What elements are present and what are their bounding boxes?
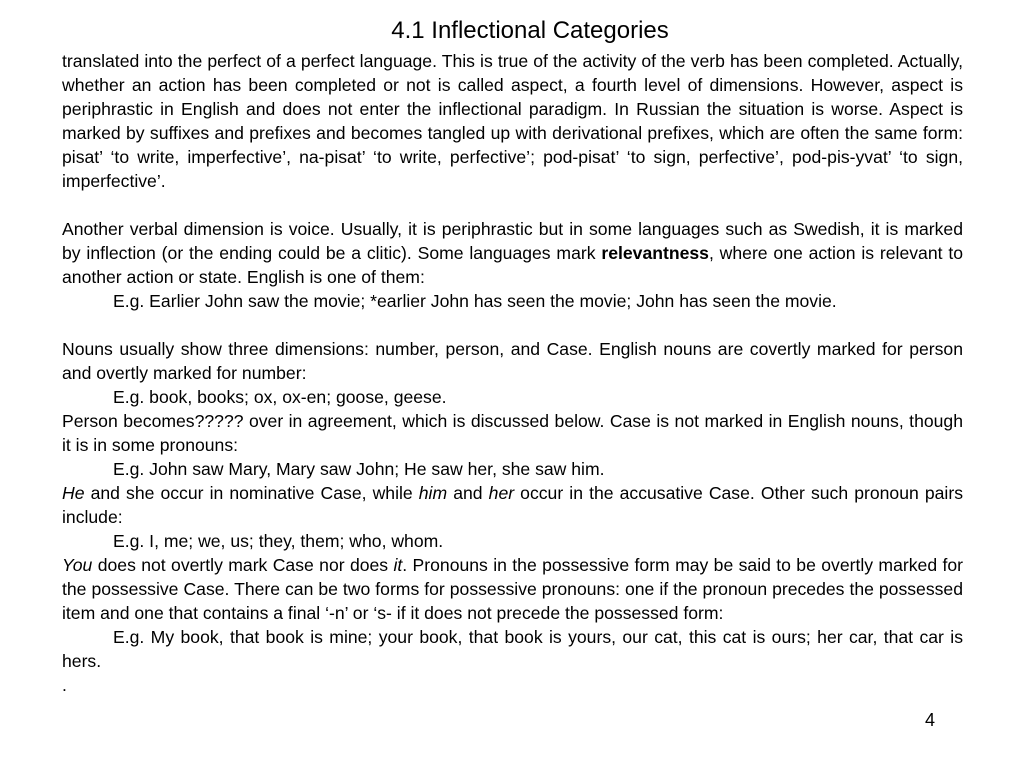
example-pronoun-pairs: E.g. I, me; we, us; they, them; who, whom. xyxy=(113,531,444,551)
paragraph-aspect: translated into the perfect of a perfect language. This is true of the activity of the verb has been completed. Actually, whether an action has been completed or not is called aspect, a fourth level of dimensions. However, aspect is periphrastic in English and does not enter the inflectional paradigm. In Russian the situation is worse. Aspect is marked by suffixes and prefixes and becomes tangled up with derivational prefixes, which are often the same form: pisat’ ‘to write, imperfective’, na-pisat’ ‘to write, perfective’; pod-pisat’ ‘to sign, perfective’, pod-pis-yvat’ ‘to sign, imperfective’. xyxy=(62,51,963,191)
text-segment: and xyxy=(447,483,489,503)
example-relevantness: E.g. Earlier John saw the movie; *earlier John has seen the movie; John has seen the movie. xyxy=(113,291,837,311)
slide-body xyxy=(62,49,963,697)
paragraph-person-case: Person becomes????? over in agreement, which is discussed below. Case is not marked in English nouns, though it is in some pronouns: xyxy=(62,411,963,455)
slide-title: 4.1 Inflectional Categories xyxy=(391,17,669,44)
paragraph-voice xyxy=(62,217,963,289)
text-segment: does not overtly mark Case nor does xyxy=(92,555,394,575)
paragraph-spacer xyxy=(62,313,963,337)
paragraph-nominative-accusative xyxy=(62,481,963,529)
term-relevantness: relevantness xyxy=(601,243,709,263)
example-case: E.g. John saw Mary, Mary saw John; He saw her, she saw him. xyxy=(113,459,605,479)
paragraph-nouns: Nouns usually show three dimensions: number, person, and Case. English nouns are covertly marked for person and overtly marked for number: xyxy=(62,339,963,383)
pronoun-you: You xyxy=(62,555,93,575)
pronoun-her: her xyxy=(488,483,515,503)
paragraph-voice-text-start: Another verbal dimension is voice. Usually, it is periphrastic but in some languages such as Swedish, it is marked by inflection (or the ending could be a clitic). Some languages mark xyxy=(62,219,963,263)
example-number: E.g. book, books; ox, ox-en; goose, geese. xyxy=(113,387,447,407)
text-segment: and she occur in nominative Case, while xyxy=(84,483,419,503)
pronoun-it: it xyxy=(393,555,403,575)
pronoun-he: He xyxy=(62,483,85,503)
trailing-dot: . xyxy=(62,675,67,695)
text-segment: occur in the accusative Case. Other such pronoun pairs include: xyxy=(62,483,963,527)
text-segment: . Pronouns in the possessive form may be said to be overtly marked for the possessive Case. There can be two forms for possessive pronouns: one if the pronoun precedes the possessed item and one that contains a final ‘-n’ or ‘s- if it does not precede the possessed form: xyxy=(62,555,964,623)
example-possessive: E.g. My book, that book is mine; your book, that book is yours, our cat, this cat is ours; her car, that car is hers. xyxy=(62,627,963,671)
page-number: 4 xyxy=(925,710,936,730)
paragraph-possessive xyxy=(62,553,963,625)
paragraph-voice-text-end: , where one action is relevant to another action or state. English is one of them: xyxy=(62,243,963,287)
pronoun-him: him xyxy=(418,483,448,503)
paragraph-spacer xyxy=(62,193,963,217)
